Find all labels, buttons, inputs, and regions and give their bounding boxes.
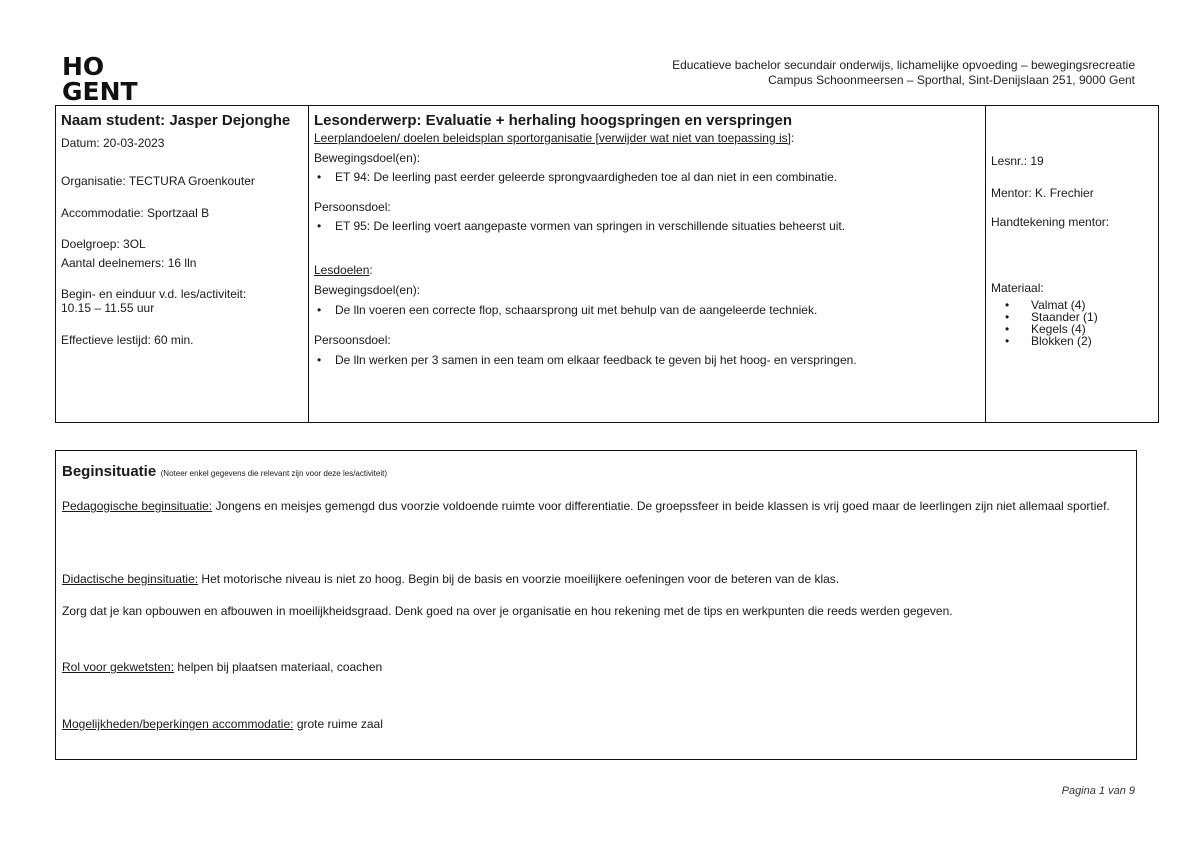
logo-line-2: GENT: [62, 77, 138, 106]
pedagogic-situation: [62, 499, 1122, 513]
material-item: • Valmat (4): [1005, 298, 1086, 312]
personal-goal-item: [314, 219, 980, 233]
starting-situation-box: [55, 450, 1137, 760]
didactic-text: Het motorische niveau is niet zo hoog. Begin bij de basis en voorzie moeilijkere oefeningen voor de beteren van de klas.: [198, 572, 840, 586]
lesson-movement-item: [314, 303, 980, 317]
lesson-personal-label: Persoonsdoel:: [314, 333, 391, 347]
lesson-date: Datum: 20-03-2023: [61, 136, 165, 150]
injured-role: [62, 660, 1122, 674]
effective-time: Effectieve lestijd: 60 min.: [61, 333, 194, 347]
lesson-movement-label: Bewegingsdoel(en):: [314, 283, 421, 297]
lesson-personal-text: De lln werken per 3 samen in een team om elkaar feedback te geven bij het hoog- en verspringen.: [335, 353, 857, 367]
material-label: Materiaal:: [991, 281, 1044, 295]
movement-goal-item: [314, 170, 980, 184]
curriculum-colon: :: [790, 131, 795, 145]
material-item: • Staander (1): [1005, 310, 1098, 324]
material-list: [991, 299, 1153, 347]
pedagogic-text: Jongens en meisjes gemengd dus voorzie voldoende ruimte voor differentiatie. De groepssfeer in beide klassen is vrij goed maar de leerlingen zijn niet allemaal sportief.: [212, 499, 1110, 513]
didactic-extra: Zorg dat je kan opbouwen en afbouwen in moeilijkheidsgraad. Denk goed na over je organisatie en hou rekening met de tips en werkpunten die reeds werden gegeven.: [62, 604, 953, 618]
bullet-icon: •: [1005, 310, 1010, 324]
document-header: [672, 58, 1135, 88]
lesson-goals-heading: Lesdoelen: [314, 263, 370, 277]
lesson-goals-cell: [309, 106, 986, 423]
bullet-icon: •: [317, 170, 322, 184]
injured-text: helpen bij plaatsen materiaal, coachen: [174, 660, 383, 674]
mentor-name: Mentor: K. Frechier: [991, 186, 1094, 200]
didactic-label: Didactische beginsituatie:: [62, 572, 199, 586]
material-item: • Blokken (2): [1005, 334, 1092, 348]
student-name: Naam student: Jasper Dejonghe: [61, 112, 291, 129]
logo-line-1: HO: [62, 52, 105, 81]
lesson-movement-text: De lln voeren een correcte flop, schaarsprong uit met behulp van de aangeleerde techniek.: [335, 303, 818, 317]
movement-goal-label: Bewegingsdoel(en):: [314, 151, 421, 165]
student-info-cell: [56, 106, 309, 423]
times-label: Begin- en einduur v.d. les/activiteit:: [61, 287, 247, 301]
hogent-logo: [62, 54, 138, 104]
organisation: Organisatie: TECTURA Groenkouter: [61, 174, 255, 188]
bullet-icon: •: [317, 219, 322, 233]
accommodation-options-text: grote ruime zaal: [293, 717, 383, 731]
accommodation: Accommodatie: Sportzaal B: [61, 206, 210, 220]
bullet-icon: •: [1005, 322, 1010, 336]
lesson-times: 10.15 – 11.55 uur: [61, 301, 155, 315]
lesson-topic: Lesonderwerp: Evaluatie + herhaling hoogspringen en verspringen: [314, 112, 793, 129]
accommodation-options-label: Mogelijkheden/beperkingen accommodatie:: [62, 717, 294, 731]
lesson-goals-colon: :: [369, 263, 373, 277]
movement-goal-text: ET 94: De leerling past eerder geleerde sprongvaardigheden toe al dan niet in een combinatie.: [335, 170, 838, 184]
bullet-icon: •: [317, 353, 322, 367]
pedagogic-label: Pedagogische beginsituatie:: [62, 499, 213, 513]
bullet-icon: •: [1005, 298, 1010, 312]
material-item: • Kegels (4): [1005, 322, 1086, 336]
lesson-info-table: [55, 105, 1159, 423]
situation-title: Beginsituatie: [62, 463, 157, 480]
header-program: Educatieve bachelor secundair onderwijs, lichamelijke opvoeding – bewegingsrecreatie: [672, 58, 1135, 72]
situation-title-row: [62, 463, 387, 481]
lesson-personal-item: [314, 353, 980, 367]
participant-count: Aantal deelnemers: 16 lln: [61, 256, 197, 270]
lesson-meta-cell: [986, 106, 1159, 423]
curriculum-heading: Leerplandoelen/ doelen beleidsplan sportorganisatie [verwijder wat niet van toepassing is]: [314, 131, 791, 145]
personal-goal-text: ET 95: De leerling voert aangepaste vormen van springen in verschillende situaties beheerst uit.: [335, 219, 846, 233]
target-group: Doelgroep: 3OL: [61, 237, 146, 251]
header-campus: Campus Schoonmeersen – Sporthal, Sint-Denijslaan 251, 9000 Gent: [768, 73, 1135, 87]
situation-note: (Noteer enkel gegevens die relevant zijn voor deze les/activiteit): [160, 469, 387, 478]
accommodation-options: [62, 717, 1122, 731]
mentor-signature-label: Handtekening mentor:: [991, 215, 1110, 229]
bullet-icon: •: [317, 303, 322, 317]
page-number: Pagina 1 van 9: [1061, 785, 1135, 797]
lesson-number: Lesnr.: 19: [991, 154, 1044, 168]
personal-goal-label: Persoonsdoel:: [314, 200, 391, 214]
didactic-situation: [62, 572, 1122, 586]
bullet-icon: •: [1005, 334, 1010, 348]
injured-label: Rol voor gekwetsten:: [62, 660, 175, 674]
